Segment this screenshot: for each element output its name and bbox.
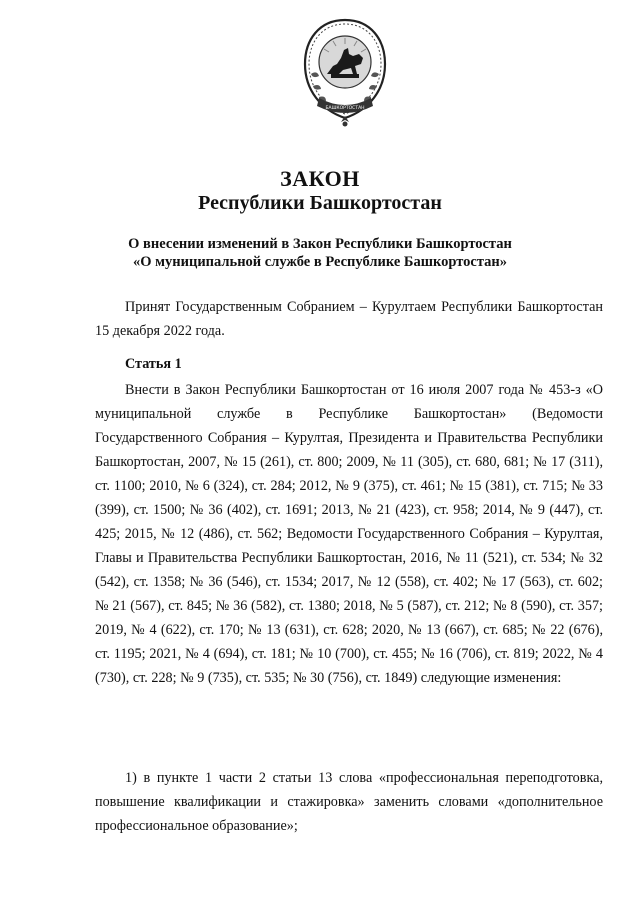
law-subject-line-2: «О муниципальной службе в Республике Башкортостан» — [132, 254, 508, 270]
law-subject-line-1: О внесении изменений в Закон Республики Башкортостан — [128, 236, 512, 252]
document-title-subtitle: Республики Башкортостан — [198, 192, 442, 214]
article-paragraph-2: 1) в пункте 1 части 2 статьи 13 слова «профессиональная переподготовка, повышение квалификации и стажировка» заменить словами «дополнительное профессиональное образование»; — [95, 770, 603, 834]
article-heading: Статья 1 — [125, 356, 182, 372]
document-title: ЗАКОН — [280, 166, 360, 191]
coat-of-arms-emblem — [297, 14, 393, 130]
article-paragraph-1: Внести в Закон Республики Башкортостан от 16 июля 2007 года № 453-з «О муниципальной службе в Республике Башкортостан» (Ведомости Государственного Собрания – Курултая, Президента и Правительства Республики Башкортостан, 2007, № 15 (261), ст. 800; 2009, № 11 (305), ст. 680, 681; № 17 (311), ст. 1100; 2010, № 6 (324), ст. 284; 2012, № 9 (375), ст. 461; № 15 (381), ст. 715; № 33 (399), ст. 1500; № 36 (402), ст. 1691; 2013, № 21 (423), ст. 958; 2014, № 9 (447), ст. 425; 2015, № 12 (486), ст. 562; Ведомости Государственного Собрания – Курултая, Главы и Правительства Республики Башкортостан, 2016, № 11 (521), ст. 534; № 32 (542), ст. 1358; № 36 (546), ст. 1534; 2017, № 12 (558), ст. 402; № 17 (563), ст. 602; № 21 (567), ст. 845; № 36 (582), ст. 1380; 2018, № 5 (587), ст. 212; № 8 (590), ст. 357; 2019, № 4 (622), ст. 170; № 13 (631), ст. 628; 2020, № 13 (667), ст. 685; № 22 (676), ст. 1195; 2021, № 4 (694), ст. 181; № 10 (700), ст. 455; № 16 (706), ст. 819; 2022, № 4 (730), ст. 228; № 9 (735), ст. 535; № 30 (756), ст. 1849) следующие изменения: — [95, 382, 603, 686]
emblem-caption: БАШКОРТОСТАН — [325, 106, 365, 111]
adoption-statement: Принят Государственным Собранием – Курултаем Республики Башкортостан 15 декабря 2022 года. — [95, 299, 603, 339]
